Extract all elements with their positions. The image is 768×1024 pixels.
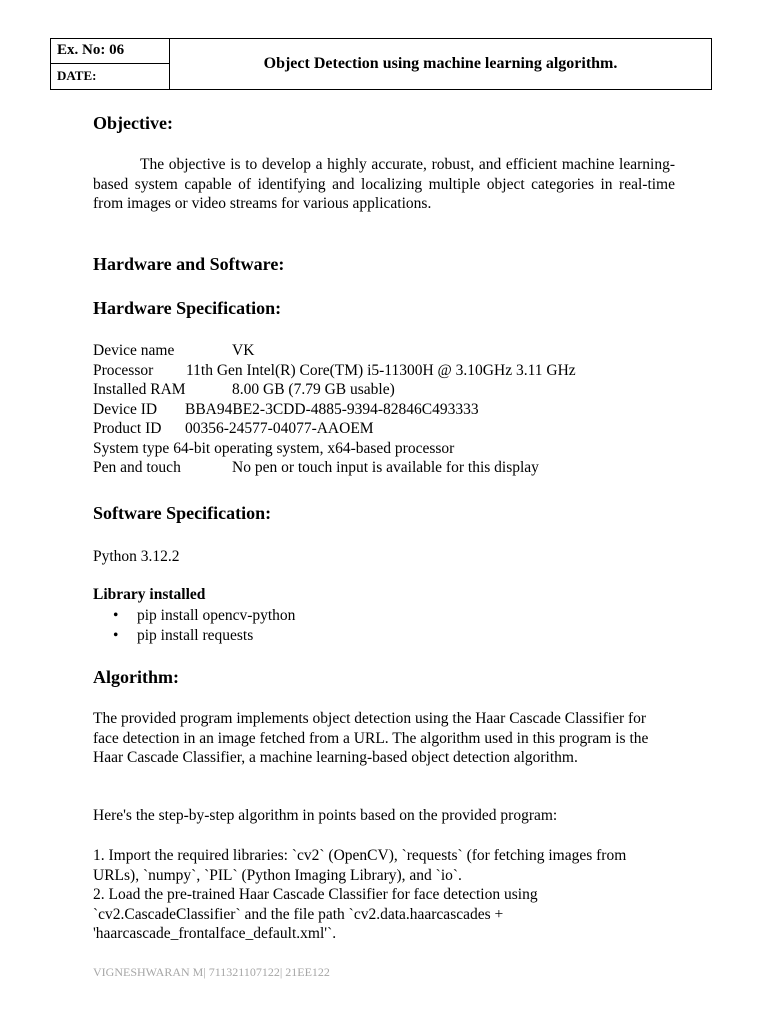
spec-label: Device ID [93,401,158,418]
algorithm-heading: Algorithm: [93,667,179,687]
spec-row-device-id [93,401,479,419]
spec-label: Device name [93,342,175,359]
spec-value: 8.00 GB (7.79 GB usable) [232,381,395,398]
spec-row-pen-touch [93,459,539,477]
library-installed-title: Library installed [93,586,206,603]
algorithm-steps-intro: Here's the step-by-step algorithm in points based on the provided program: [93,807,558,824]
list-item: • pip install opencv-python [113,607,296,624]
hardware-software-heading: Hardware and Software: [93,254,285,274]
date-label: DATE: [57,68,97,83]
bullet-icon: • [113,627,119,644]
spec-label: Processor [93,362,154,379]
objective-text: The objective is to develop a highly accurate, robust, and efficient machine learning-based system capable of identifying and localizing multiple object categories in real-time from images or video streams for various applications. [93,156,675,213]
software-spec-heading: Software Specification: [93,503,272,523]
spec-label: Product ID [93,420,162,437]
list-item: • pip install requests [113,627,254,644]
spec-label: Pen and touch [93,459,181,476]
spec-value: No pen or touch input is available for this display [232,459,539,476]
exercise-number: Ex. No: 06 [51,39,169,64]
header-table [50,38,712,90]
algorithm-step-2: 2. Load the pre-trained Haar Cascade Classifier for face detection using `cv2.CascadeClassifier` and the file path `cv2.data.haarcascades + 'haarcascade_frontalface_default.xml'`. [93,886,538,943]
spec-row-processor [93,362,576,380]
python-version: Python 3.12.2 [93,548,180,565]
spec-value: BBA94BE2-3CDD-4885-9394-82846C493333 [185,401,479,418]
hardware-spec-heading: Hardware Specification: [93,298,282,318]
algorithm-intro: The provided program implements object detection using the Haar Cascade Classifier for face detection in an image fetched from a URL. The algorithm used in this program is the Haar Cascade Classifier, a machine learning-based object detection algorithm. [93,710,649,767]
spec-value: 00356-24577-04077-AAOEM [185,420,374,437]
spec-value: 11th Gen Intel(R) Core(TM) i5-11300H @ 3.10GHz 3.11 GHz [186,362,576,379]
spec-row-system-type [93,440,454,458]
spec-value: VK [232,342,255,359]
spec-value: 64-bit operating system, x64-based processor [173,440,455,457]
objective-heading: Objective: [93,113,173,133]
spec-row-product-id [93,420,374,438]
spec-row-installed-ram [93,381,395,399]
library-list [115,606,295,646]
algorithm-step-1: 1. Import the required libraries: `cv2` (OpenCV), `requests` (for fetching images from URLs), `numpy`, `PIL` (Python Imaging Library), and `io`. [93,847,627,884]
page-footer: VIGNESHWARAN M| 711321107122| 21EE122 [93,965,330,979]
bullet-icon: • [113,607,119,624]
spec-row-device-name [93,342,254,360]
spec-label: Installed RAM [93,381,186,398]
spec-label: System type [93,440,170,457]
document-title: Object Detection using machine learning algorithm. [263,55,618,72]
header-left-cell [51,39,170,89]
